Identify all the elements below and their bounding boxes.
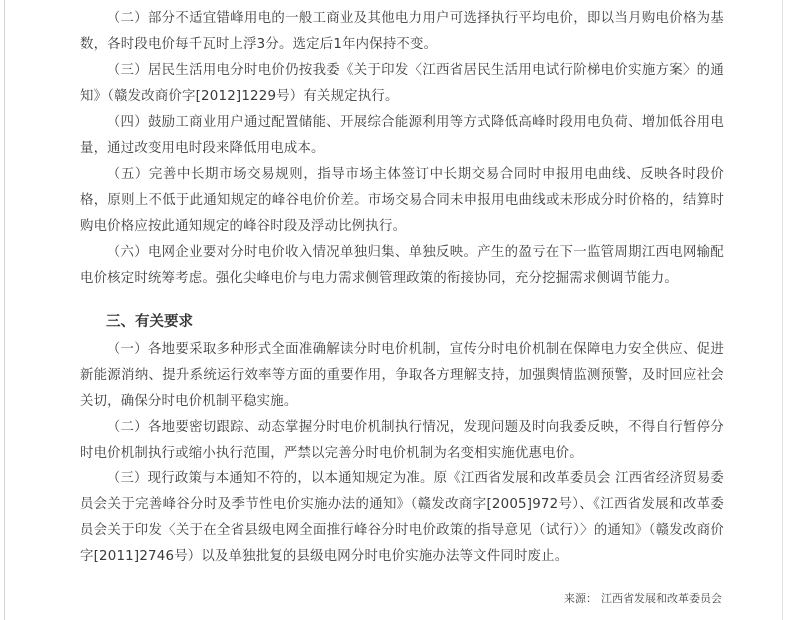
source-label: 来源： — [564, 592, 597, 605]
paragraph-item-3: （三）居民生活用电分时电价仍按我委《关于印发〈江西省居民生活用电试行阶梯电价实施方案〉的通知》（赣发改商价字[2012]1229号）有关规定执行。 — [80, 63, 724, 104]
paragraph-item-2: （二）部分不适宜错峰用电的一般工商业及其他电力用户可选择执行平均电价，即以当月购电价格为基数，各时段电价每千瓦时上浮3分。选定后1年内保持不变。 — [80, 11, 724, 52]
right-border-line — [782, 0, 783, 620]
source-name: 江西省发展和改革委员会 — [601, 592, 722, 605]
paragraph-item-5: （五）完善中长期市场交易规则，指导市场主体签订中长期交易合同时申报用电曲线、反映各时段价格，原则上不低于此通知规定的峰谷电价价差。市场交易合同未申报用电曲线或未形成分时价格的，结算时购电价格应按此通知规定的峰谷时段及浮动比例执行。 — [80, 167, 724, 234]
left-border-line — [4, 0, 5, 620]
requirement-item-3: （三）现行政策与本通知不符的，以本通知规定为准。原《江西省发展和改革委员会 江西省经济贸易委员会关于完善峰谷分时及季节性电价实施办法的通知》（赣发改商字[2005]972号）、《江西省发展和改革委员会关于印发〈关于在全省县级电网全面推行峰谷分时电价政策的指导意见（试行）〉的通知》（赣发改商价字[2011]2746号）以及单独批复的县级电网分时电价实施办法等文件同时废止。 — [80, 471, 724, 564]
requirement-item-2: （二）各地要密切跟踪、动态掌握分时电价机制执行情况，发现问题及时向我委反映，不得自行暂停分时电价机制执行或缩小执行范围，严禁以完善分时电价机制为名变相实施优惠电价。 — [80, 420, 724, 461]
requirement-item-1: （一）各地要采取多种形式全面准确解读分时电价机制，宣传分时电价机制在保障电力安全供应、促进新能源消纳、提升系统运行效率等方面的重要作用，争取各方理解支持，加强舆情监测预警，及时回应社会关切，确保分时电价机制平稳实施。 — [80, 342, 724, 409]
paragraph-item-4: （四）鼓励工商业用户通过配置储能、开展综合能源利用等方式降低高峰时段用电负荷、增加低谷用电量，通过改变用电时段来降低用电成本。 — [80, 115, 724, 156]
paragraph-item-6: （六）电网企业要对分时电价收入情况单独归集、单独反映。产生的盈亏在下一监管周期江西电网输配电价核定时统筹考虑。强化尖峰电价与电力需求侧管理政策的衔接协同，充分挖掘需求侧调节能力。 — [80, 245, 724, 286]
source-line — [500, 590, 722, 606]
section-heading: 三、有关要求 — [106, 314, 193, 330]
